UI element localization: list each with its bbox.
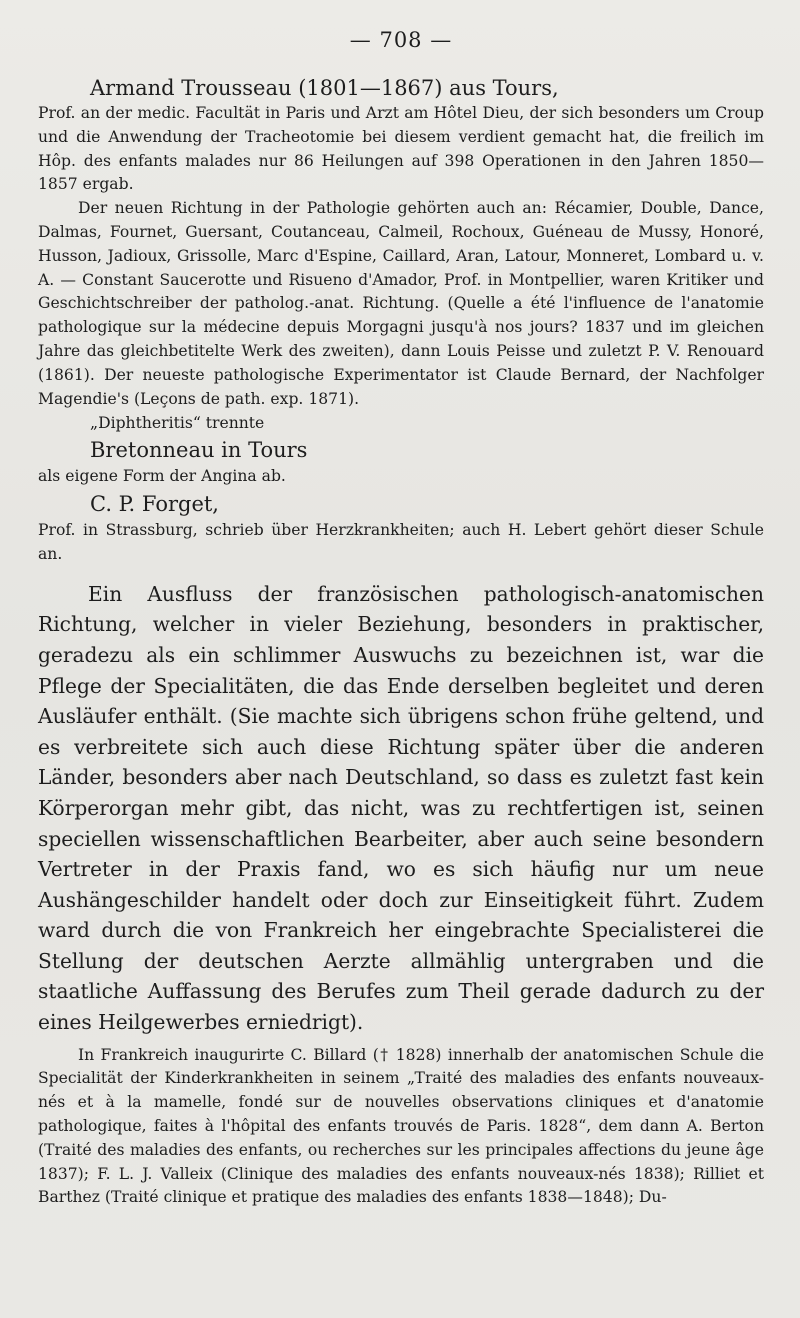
intro-diphtheritis: „Diphtheritis“ trennte [90,414,265,433]
paragraph-strassburg: Prof. in Strassburg, schrieb über Herzkrankheiten; auch H. Lebert gehört dieser Schule an. [38,521,764,563]
heading-forget: C. P. Forget, [90,492,219,517]
page-number: — 708 — [349,28,453,52]
paragraph-billard: In Frankreich inaugurirte C. Billard († 1828) innerhalb der anatomischen Schule die Specialität der Kinderkrankheiten in seinem „Traité des maladies des enfants nouveaux-nés et à la mamelle, fondé sur de nouvelles observations cliniques et d'anatomie pathologique, faites à l'hôpital des enfants trouvés de Paris. 1828“, dem dann A. Berton (Traité des maladies des enfants, ou recherches sur les principales affections du jeune âge 1837); F. L. J. Valleix (Clinique des maladies des enfants nouveaux-nés 1838); Rilliet et Barthez (Traité clinique et pratique des maladies des enfants 1838—1848); Du- [38,1045,764,1207]
paragraph-trousseau: Prof. an der medic. Facultät in Paris und Arzt am Hôtel Dieu, der sich besonders um Croup und die Anwendung der Tracheotomie bei diesem verdient gemacht hat, die freilich im Hôp. des enfants malades nur 86 Heilungen auf 398 Operationen in den Jahren 1850—1857 ergab. [38,104,764,194]
paragraph-angina: als eigene Form der Angina ab. [38,467,286,486]
heading-trousseau: Armand Trousseau (1801—1867) aus Tours, [90,76,559,100]
heading-bretonneau: Bretonneau in Tours [90,438,308,463]
paragraph-neue-richtung: Der neuen Richtung in der Pathologie gehörten auch an: Récamier, Double, Dance, Dalmas, Fournet, Guersant, Coutanceau, Calmeil, Rochoux, Guéneau de Mussy, Honoré, Husson, Jadioux, Grissolle, Marc d'Espine, Caillard, Aran, Latour, Monneret, Lombard u. v. A. — Constant Saucerotte und Risueno d'Amador, Prof. in Montpellier, waren Kritiker und Geschichtschreiber der patholog.-anat. Richtung. (Quelle a été l'influence de l'anatomie pathologique sur la médecine depuis Morgagni jusqu'à nos jours? 1837 und im gleichen Jahre das gleichbetitelte Werk des zweiten), dann Louis Peisse und zuletzt P. V. Renouard (1861). Der neueste pathologische Experimentator ist Claude Bernard, der Nachfolger Magendie's (Leçons de path. exp. 1871). [38,199,764,408]
paragraph-specialitaeten: Ein Ausfluss der französischen pathologisch-anatomischen Richtung, welcher in vieler Beziehung, besonders in praktischer, geradezu als ein schlimmer Auswuchs zu bezeichnen ist, war die Pflege der Specialitäten, die das Ende derselben begleitet und deren Ausläufer enthält. (Sie machte sich übrigens schon frühe geltend, und es verbreitete sich auch diese Richtung später über die anderen Länder, besonders aber nach Deutschland, so dass es zuletzt fast kein Körperorgan mehr gibt, das nicht, was zu rechtfertigen ist, seinen speciellen wissenschaftlichen Bearbeiter, aber auch seine besondern Vertreter in der Praxis fand, wo es sich häufig nur um neue Aushängeschilder handelt oder doch zur Einseitigkeit führt. Zudem ward durch die von Frankreich her eingebrachte Specialisterei die Stellung der deutschen Aerzte allmählig untergraben und die staatliche Auffassung des Berufes zum Theil gerade dadurch zu der eines Heilgewerbes erniedrigt). [38,581,764,1035]
